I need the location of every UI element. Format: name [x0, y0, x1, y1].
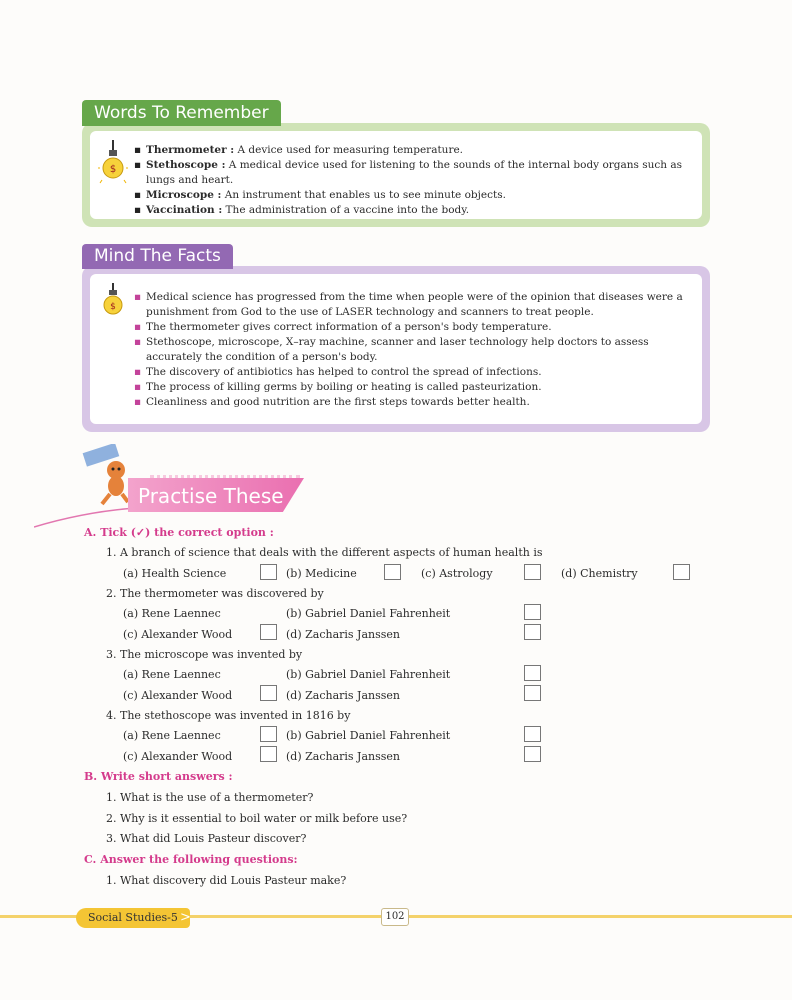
option-text: (c) Alexander Wood [123, 628, 233, 641]
list-item: ▪ Thermometer : A device used for measuring temperature. [134, 143, 694, 158]
svg-text:$: $ [110, 302, 116, 312]
option-text: (b) Medicine [286, 567, 357, 580]
list-item-cont: lungs and heart. [146, 174, 234, 186]
list-item: ▪ The process of killing germs by boiling or heating is called pasteurization. [134, 380, 694, 395]
question-4: 4. The stethoscope was invented in 1816 by [106, 709, 351, 722]
option-text: (d) Zacharis Janssen [286, 628, 400, 641]
footer-book-label: Social Studies-5 [76, 908, 190, 928]
option-text: (b) Gabriel Daniel Fahrenheit [286, 729, 451, 742]
option-text: (b) Gabriel Daniel Fahrenheit [286, 607, 451, 620]
option-text: (d) Chemistry [561, 567, 638, 580]
bulb-icon [98, 140, 128, 190]
facts-title: Mind The Facts [82, 244, 233, 269]
checkbox[interactable] [524, 726, 541, 742]
page-number: 102 [381, 908, 409, 926]
option-text: (a) Rene Laennec [123, 729, 221, 742]
question-item: 2. Why is it essential to boil water or milk before use? [106, 812, 408, 825]
chevron-right-icon: > [180, 910, 191, 925]
words-list [134, 143, 694, 218]
list-item-cont: accurately the condition of a person's body. [146, 351, 378, 363]
checkbox[interactable] [524, 604, 541, 620]
question-3: 3. The microscope was invented by [106, 648, 303, 661]
list-item-cont: punishment from God to the use of LASER technology and scanners to treat people. [146, 306, 594, 318]
question-item: 1. What is the use of a thermometer? [106, 791, 314, 804]
option-text: (d) Zacharis Janssen [286, 689, 400, 702]
section-c-heading: C. Answer the following questions: [84, 853, 298, 866]
list-item: ▪ Vaccination : The administration of a vaccine into the body. [134, 203, 694, 218]
svg-text:$: $ [109, 164, 117, 175]
checkbox[interactable] [260, 685, 277, 701]
list-item: ▪ The thermometer gives correct information of a person's body temperature. [134, 320, 694, 335]
words-title: Words To Remember [82, 100, 281, 126]
checkbox[interactable] [524, 685, 541, 701]
checkbox[interactable] [673, 564, 690, 580]
practise-title: Practise These [138, 484, 284, 508]
checkbox[interactable] [384, 564, 401, 580]
option-text: (b) Gabriel Daniel Fahrenheit [286, 668, 451, 681]
question-2: 2. The thermometer was discovered by [106, 587, 324, 600]
option-text: (a) Rene Laennec [123, 607, 221, 620]
checkbox[interactable] [260, 624, 277, 640]
checkbox[interactable] [260, 564, 277, 580]
question-1: 1. A branch of science that deals with the different aspects of human health is [106, 546, 543, 559]
list-item: ▪ Stethoscope : A medical device used for listening to the sounds of the internal body organs such as [134, 158, 694, 173]
section-a-heading: A. Tick (✓) the correct option : [84, 526, 274, 539]
option-text: (c) Alexander Wood [123, 689, 233, 702]
list-item: ▪ Medical science has progressed from the time when people were of the opinion that diseases were a [134, 290, 694, 305]
checkbox[interactable] [260, 746, 277, 762]
question-item: 1. What discovery did Louis Pasteur make? [106, 874, 347, 887]
checkbox[interactable] [524, 564, 541, 580]
bulb-icon [98, 283, 128, 323]
option-text: (a) Rene Laennec [123, 668, 221, 681]
checkbox[interactable] [260, 726, 277, 742]
list-item: ▪ Cleanliness and good nutrition are the first steps towards better health. [134, 395, 694, 410]
facts-list [134, 290, 694, 410]
list-item: ▪ Microscope : An instrument that enables us to see minute objects. [134, 188, 694, 203]
list-item: ▪ Stethoscope, microscope, X–ray machine, scanner and laser technology help doctors to assess [134, 335, 694, 350]
checkbox[interactable] [524, 624, 541, 640]
checkbox[interactable] [524, 665, 541, 681]
checkbox[interactable] [524, 746, 541, 762]
option-text: (d) Zacharis Janssen [286, 750, 400, 763]
list-item: ▪ The discovery of antibiotics has helped to control the spread of infections. [134, 365, 694, 380]
question-item: 3. What did Louis Pasteur discover? [106, 832, 307, 845]
option-text: (c) Alexander Wood [123, 750, 233, 763]
option-text: (c) Astrology [421, 567, 493, 580]
option-text: (a) Health Science [123, 567, 227, 580]
section-b-heading: B. Write short answers : [84, 770, 233, 783]
